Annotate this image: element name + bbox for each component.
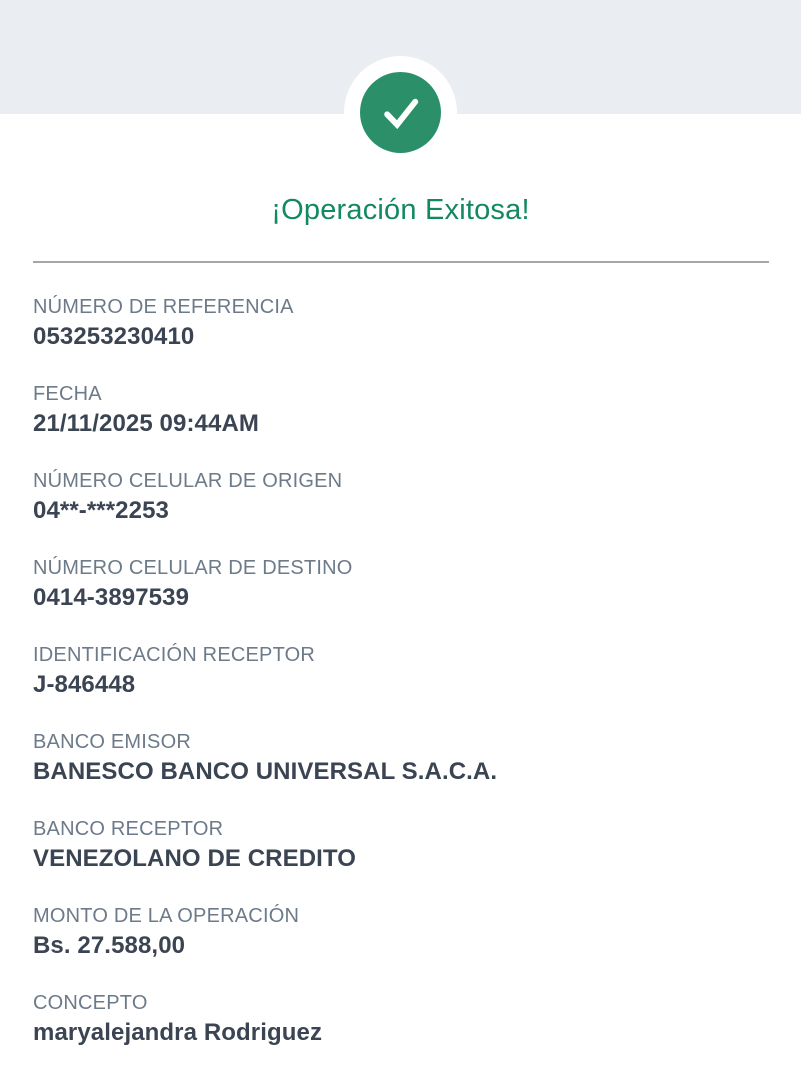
detail-label: CONCEPTO	[33, 992, 148, 1014]
detail-row	[33, 294, 771, 352]
detail-label: NÚMERO DE REFERENCIA	[33, 296, 294, 318]
detail-label: FECHA	[33, 383, 102, 405]
detail-label: IDENTIFICACIÓN RECEPTOR	[33, 644, 316, 666]
detail-row	[33, 555, 771, 613]
check-icon	[375, 87, 427, 139]
success-badge-circle	[360, 72, 441, 153]
detail-value: Bs. 27.588,00	[33, 932, 186, 959]
detail-label: NÚMERO CELULAR DE DESTINO	[33, 557, 353, 579]
transaction-details	[33, 294, 771, 1077]
detail-row	[33, 642, 771, 700]
detail-row	[33, 468, 771, 526]
detail-row	[33, 816, 771, 874]
success-badge	[344, 56, 457, 169]
detail-value: maryalejandra Rodriguez	[33, 1019, 323, 1046]
detail-label: NÚMERO CELULAR DE ORIGEN	[33, 470, 343, 492]
detail-row	[33, 729, 771, 787]
detail-row	[33, 903, 771, 961]
detail-value: 21/11/2025 09:44AM	[33, 410, 259, 437]
detail-label: BANCO RECEPTOR	[33, 818, 224, 840]
detail-row	[33, 381, 771, 439]
detail-value: VENEZOLANO DE CREDITO	[33, 845, 357, 872]
divider	[33, 261, 769, 263]
detail-row	[33, 990, 771, 1048]
page-title: ¡Operación Exitosa!	[271, 194, 530, 226]
detail-value: 0414-3897539	[33, 584, 190, 611]
detail-value: BANESCO BANCO UNIVERSAL S.A.C.A.	[33, 758, 498, 785]
detail-label: MONTO DE LA OPERACIÓN	[33, 905, 300, 927]
detail-value: 053253230410	[33, 323, 195, 350]
detail-value: 04**-***2253	[33, 497, 169, 524]
detail-label: BANCO EMISOR	[33, 731, 191, 753]
detail-value: J-846448	[33, 671, 136, 698]
